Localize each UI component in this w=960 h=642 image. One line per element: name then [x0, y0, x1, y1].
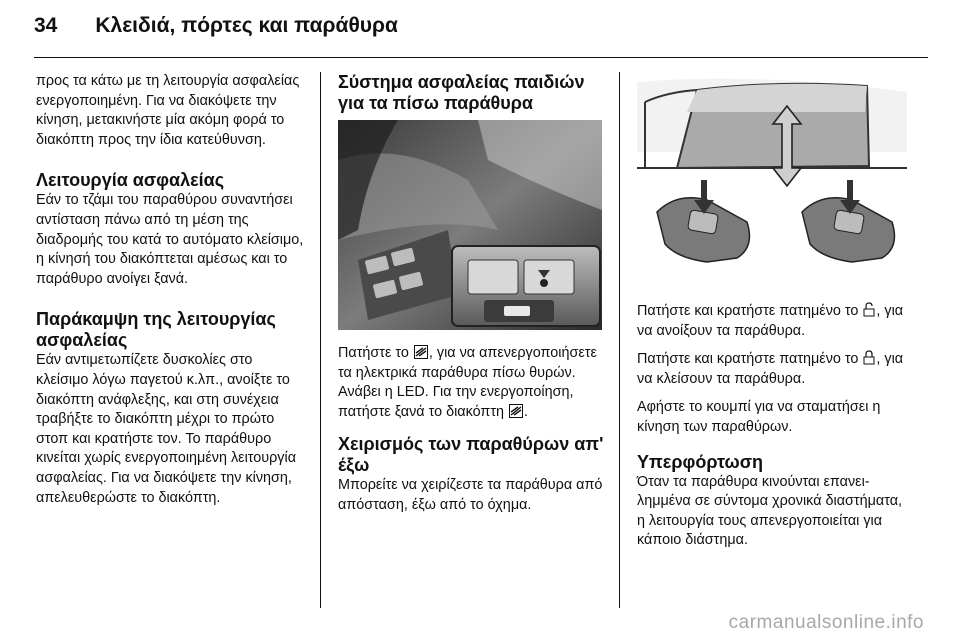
close-text-a: Πατήστε και κρατήστε πατημένο το [637, 351, 863, 368]
column-divider-1 [320, 72, 321, 608]
remote-heading: Χειρισμός των παραθύρων απ' έξω [338, 434, 604, 476]
open-text-b: , για να ανοίξουν τα παράθυρα. [637, 303, 904, 339]
close-text-b: , για να κλείσουν τα παράθυρα. [637, 351, 904, 387]
remote-window-illustration [637, 72, 907, 288]
child-lock-icon [414, 345, 428, 359]
safety-heading: Λειτουργία ασφαλείας [36, 170, 225, 191]
unlock-icon [863, 302, 875, 317]
overload-paragraph: Όταν τα παράθυρα κινούνται επανειλημμένα σε σύντομα χρονικά διαστήματα, η λειτουργία τους απενεργοποιείται για κάποιο διάστημα. [637, 473, 903, 549]
lock-icon [863, 350, 875, 365]
child-lock-paragraph [338, 344, 606, 422]
column-2 [338, 72, 606, 525]
open-text-a: Πατήστε και κρατήστε πατημένο το [637, 303, 863, 319]
child-lock-icon [509, 404, 523, 418]
release-paragraph: Αφήστε το κουμπί για να σταματήσει η κίνηση των παραθύρων. [637, 399, 881, 435]
door-switch-photo [338, 120, 602, 330]
watermark: carmanualsonline.info [728, 612, 924, 633]
overload-heading: Υπερφόρτωση [637, 451, 764, 472]
safety-paragraph: Εάν το τζάμι του παραθύρου συναντήσει αντίσταση πάνω από τη μέση της διαδρομής του κατά το αυτόματο κλείσιμο, η κίνησή του διακόπτεται αμέσως και το παράθυρο ανοίγει ξανά. [36, 192, 304, 287]
override-heading: Παράκαμψη της λειτουργίας ασφαλείας [36, 309, 276, 351]
intro-paragraph: προς τα κάτω με τη λειτουργία ασφαλείας ενεργοποιημένη. Για να διακόψετε την κίνηση, μετακινήστε μία ακόμη φορά το διακόπτη προς την ίδια κατεύθυνση. [36, 73, 300, 148]
column-divider-2 [619, 72, 620, 608]
page-header [34, 14, 398, 38]
page-number: 34 [34, 14, 58, 37]
child-lock-text-b: , για να απενεργοποιήσετε τα ηλεκτρικά παράθυρα πίσω θυρών. Ανάβει η LED. Για την ενεργοποίηση, πατήστε ξανά το διακόπτη [338, 345, 597, 420]
child-lock-text-a: Πατήστε το [338, 345, 413, 361]
column-3 [637, 72, 907, 560]
child-lock-heading: Σύστημα ασφαλείας παιδιών για τα πίσω παράθυρα [338, 72, 585, 113]
child-lock-text-c: . [524, 403, 529, 420]
column-1 [36, 72, 304, 517]
close-paragraph [637, 350, 907, 389]
open-paragraph [637, 302, 907, 341]
header-rule [34, 57, 928, 58]
override-paragraph: Εάν αντιμετωπίζετε δυσκολίες στο κλείσιμο λόγω παγετού κ.λπ., ανοίξτε το διακόπτη ανάφλεξης, και στη συνέχεια τραβήξτε το διακόπτη μέχρι το πρώτο στοπ και κρατήστε τον. Το παράθυρο κινείται χωρίς ενεργοποιημένη λειτουργία ασφαλείας. Για να διακόψετε την κίνηση, απελευθερώστε το διακόπτη. [36, 352, 297, 506]
page-title: Κλειδιά, πόρτες και παράθυρα [95, 14, 398, 37]
remote-paragraph: Μπορείτε να χειρίζεστε τα παράθυρα από απόσταση, έξω από το όχημα. [338, 477, 603, 513]
